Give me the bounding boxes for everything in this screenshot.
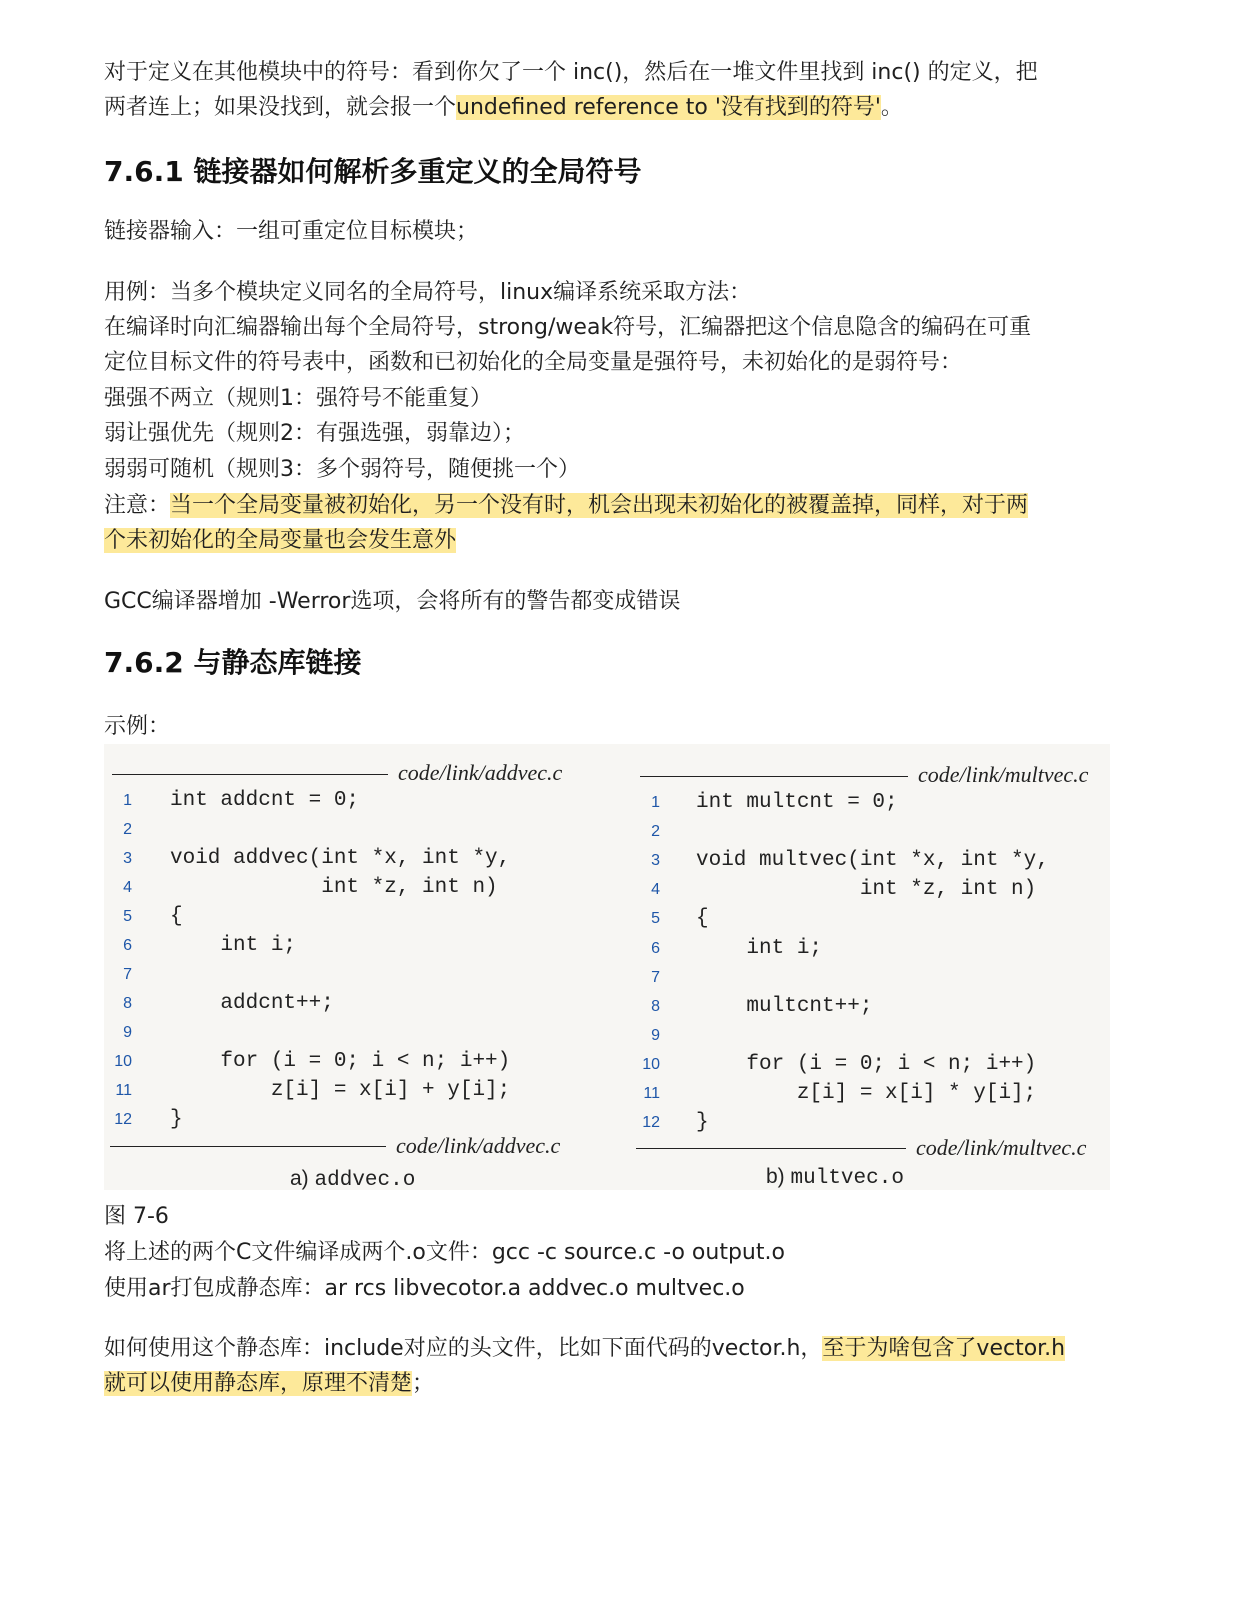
note-label: 注意： [104,493,171,518]
figure-7-6 [104,744,1110,1190]
code-line [104,902,584,931]
code-line [630,875,1110,904]
code-line [104,873,584,902]
usage-line-2 [104,1366,434,1401]
figure-label: 图 7-6 [104,1204,169,1229]
line-number: 6 [123,937,132,954]
code-text: int multcnt = 0; [696,791,898,814]
caption-letter: b) [766,1165,791,1188]
line-number: 1 [123,792,132,809]
description-line-1: 在编译时向汇编器输出每个全局符号，strong/weak符号，汇编器把这个信息隐含的编码在可重 [104,315,1032,340]
code-line [104,1105,584,1134]
code-line [630,846,1110,875]
intro-line-2-text: 两者连上；如果没找到，就会报一个 [104,95,457,120]
usage-line-1 [104,1331,1065,1366]
code-text: int *z, int n) [696,878,1037,902]
use-case-line: 用例：当多个模块定义同名的全局符号，linux编译系统采取方法： [104,280,752,305]
line-number: 12 [642,1114,660,1132]
code-text: multcnt++; [696,994,873,1018]
line-number: 6 [651,939,660,957]
line-number: 7 [651,968,660,986]
usage-text: 如何使用这个静态库：include对应的头文件，比如下面代码的vector.h， [104,1336,823,1361]
code-line [630,1050,1110,1079]
line-number: 2 [651,823,660,841]
undefined-reference-highlight: undefined reference to '没有找到的符号' [456,95,881,120]
filename-top: code/link/addvec.c [398,760,563,785]
rule-1: 强强不两立（规则1：强符号不能重复） [104,386,492,411]
description-line-2: 定位目标文件的符号表中，函数和已初始化的全局变量是强符号，未初始化的是弱符号： [104,350,963,375]
line-number: 3 [123,850,132,867]
usage-end: ； [412,1371,435,1396]
usage-highlight-1: 至于为啥包含了vector.h [822,1336,1066,1361]
code-line [104,1018,584,1047]
code-text: void multvec(int *x, int *y, [696,849,1049,873]
code-line [104,1047,584,1076]
code-text: } [696,1111,709,1135]
code-text: int i; [696,936,823,960]
code-line [104,960,584,989]
panel-multvec [630,744,1110,1190]
code-line [104,844,584,873]
code-text: { [696,907,709,931]
line-number: 11 [643,1085,660,1102]
code-line [104,989,584,1018]
line-number: 5 [123,908,132,925]
line-number: 8 [651,997,660,1015]
bottom-rule [110,1146,386,1147]
line-number: 8 [123,995,132,1012]
filename-top: code/link/multvec.c [918,762,1089,787]
caption [766,1164,904,1190]
section-heading-7-6-1: 7.6.1 链接器如何解析多重定义的全局符号 [104,155,642,188]
section-heading-7-6-2: 7.6.2 与静态库链接 [104,646,362,679]
code-line [630,788,1110,817]
top-rule [112,774,388,775]
line-number: 10 [114,1053,132,1070]
code-line [104,815,584,844]
intro-line-2-end: 。 [880,95,903,120]
code-text: z[i] = x[i] + y[i]; [170,1079,511,1102]
line-number: 9 [651,1026,660,1044]
code-text: for (i = 0; i < n; i++) [696,1052,1037,1076]
code-line [630,963,1110,992]
code-text: int i; [170,934,297,957]
code-text: } [170,1108,183,1131]
code-text: addcnt++; [170,992,334,1015]
code-text: { [170,905,183,928]
line-number: 4 [651,881,660,899]
line-number: 3 [651,852,660,870]
line-number: 10 [642,1055,660,1073]
note-line-2 [104,523,456,558]
code-line [630,817,1110,846]
note-line-1 [104,488,1028,523]
code-line [104,1076,584,1105]
panel-addvec [104,744,584,1190]
line-number: 4 [123,879,132,896]
code-line [104,786,584,815]
code-line [630,1079,1110,1108]
code-line [630,1108,1110,1137]
caption [290,1166,415,1192]
line-number: 2 [123,821,132,838]
gcc-werror-line: GCC编译器增加 -Werror选项，会将所有的警告都变成错误 [104,589,681,614]
rule-2: 弱让强优先（规则2：有强选强，弱靠边）； [104,421,525,446]
line-number: 9 [123,1024,132,1041]
top-rule [640,776,908,777]
code-line [630,992,1110,1021]
note-highlight-2: 个未初始化的全局变量也会发生意外 [104,528,457,553]
linker-input-line: 链接器输入：一组可重定位目标模块； [104,219,479,244]
code-text: int addcnt = 0; [170,789,360,812]
code-line [630,934,1110,963]
code-text: int *z, int n) [170,876,498,899]
line-number: 12 [114,1111,132,1128]
caption-letter: a) [290,1167,315,1190]
line-number: 1 [651,794,660,811]
line-number: 5 [651,910,660,928]
note-highlight-1: 当一个全局变量被初始化，另一个没有时，机会出现未初始化的被覆盖掉，同样，对于两 [170,493,1029,518]
ar-line: 使用ar打包成静态库：ar rcs libvecotor.a addvec.o multvec.o [104,1276,745,1301]
intro-line-2 [104,90,903,125]
example-label: 示例： [104,714,171,739]
code-line [104,931,584,960]
line-number: 11 [115,1082,132,1099]
filename-bottom: code/link/addvec.c [396,1133,561,1158]
compile-line: 将上述的两个C文件编译成两个.o文件：gcc -c source.c -o output.o [104,1240,785,1265]
code-line [630,904,1110,933]
code-line [630,1021,1110,1050]
usage-highlight-2: 就可以使用静态库，原理不清楚 [104,1371,413,1396]
filename-bottom: code/link/multvec.c [916,1135,1087,1160]
bottom-rule [636,1148,906,1149]
line-number: 7 [123,966,132,983]
caption-object-file: addvec.o [314,1169,416,1192]
code-text: for (i = 0; i < n; i++) [170,1050,511,1073]
code-text: z[i] = x[i] * y[i]; [696,1082,1037,1105]
rule-3: 弱弱可随机（规则3：多个弱符号，随便挑一个） [104,457,580,482]
caption-object-file: multvec.o [790,1167,904,1190]
intro-line-1: 对于定义在其他模块中的符号：看到你欠了一个 inc()，然后在一堆文件里找到 inc() 的定义，把 [104,60,1038,85]
code-text: void addvec(int *x, int *y, [170,847,511,870]
